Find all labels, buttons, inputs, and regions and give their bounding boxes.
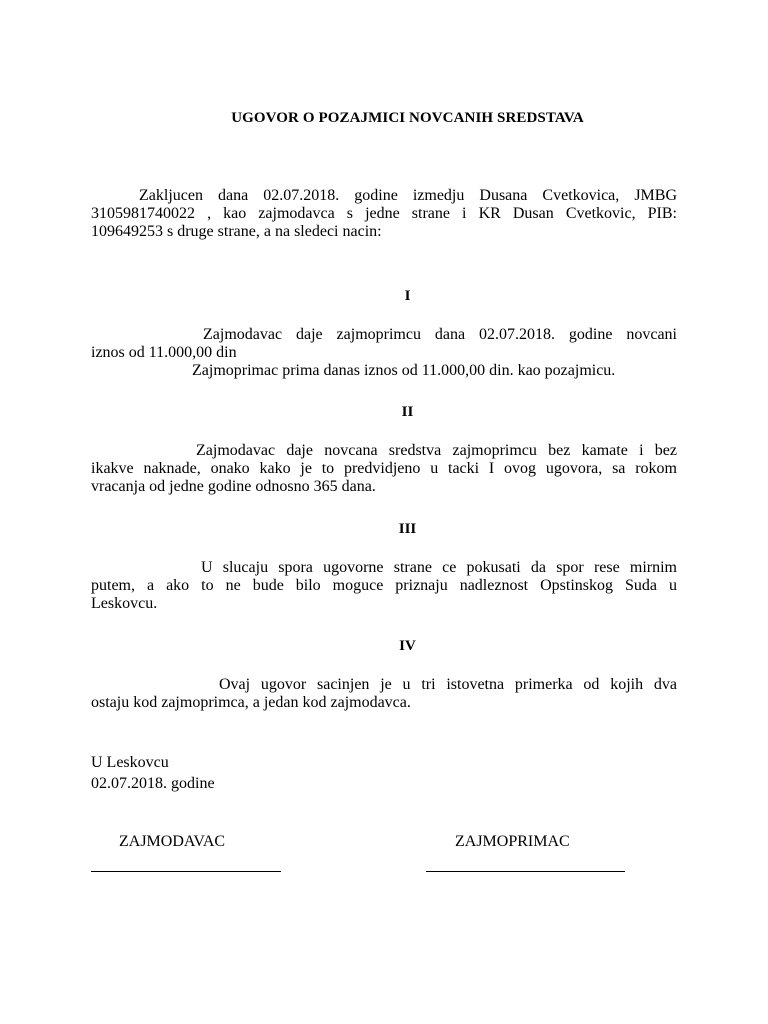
intro-paragraph (91, 187, 677, 241)
section-iii-paragraph (91, 559, 677, 613)
borrower-signature-line (426, 870, 625, 872)
document-title: UGOVOR O POZAJMICI NOVCANIH SREDSTAVA (231, 110, 584, 126)
section-line: Zajmoprimac prima danas iznos od 11.000,00 din. kao pozajmicu. (192, 362, 616, 379)
section-line: U slucaju spora ugovorne strane ce pokusati da spor rese mirnim (201, 559, 677, 576)
section-line: iznos od 11.000,00 din (91, 344, 237, 361)
section-numeral-iv: IV (399, 638, 416, 654)
contract-page (91, 0, 677, 1024)
place-text: U Leskovcu (91, 754, 169, 771)
section-line: ikakve naknade, onako kako je to predvidjeno u tacki I ovog ugovora, sa rokom (91, 460, 677, 477)
section-line: Zajmodavac daje zajmoprimcu dana 02.07.2018. godine novcani (203, 326, 677, 343)
borrower-signature-label: ZAJMOPRIMAC (455, 833, 570, 850)
section-line: Zajmodavac daje novcana sredstva zajmoprimcu bez kamate i bez (196, 442, 677, 459)
section-line: Ovaj ugovor sacinjen je u tri istovetna primerka od kojih dva (219, 676, 677, 693)
date-text: 02.07.2018. godine (91, 775, 215, 792)
section-numeral-i: I (404, 288, 411, 304)
section-numeral-ii: II (401, 404, 414, 420)
intro-line: 109649253 s druge strane, a na sledeci nacin: (91, 223, 382, 240)
section-line: ostaju kod zajmoprimca, a jedan kod zajmodavca. (91, 694, 411, 711)
intro-line: 3105981740022 , kao zajmodavca s jedne strane i KR Dusan Cvetkovic, PIB: (91, 205, 677, 222)
section-ii-paragraph (91, 442, 677, 496)
intro-line: Zakljucen dana 02.07.2018. godine izmedju Dusana Cvetkovica, JMBG (139, 187, 677, 204)
section-iv-paragraph (91, 676, 677, 712)
section-i-paragraph (91, 326, 677, 380)
section-numeral-iii: III (398, 521, 417, 537)
section-line: Leskovcu. (91, 595, 158, 612)
lender-signature-label: ZAJMODAVAC (119, 833, 226, 850)
lender-signature-line (91, 870, 281, 872)
section-line: putem, a ako to ne bude bilo moguce priznaju nadleznost Opstinskog Suda u (91, 577, 677, 594)
section-line: vracanja od jedne godine odnosno 365 dana. (91, 478, 376, 495)
